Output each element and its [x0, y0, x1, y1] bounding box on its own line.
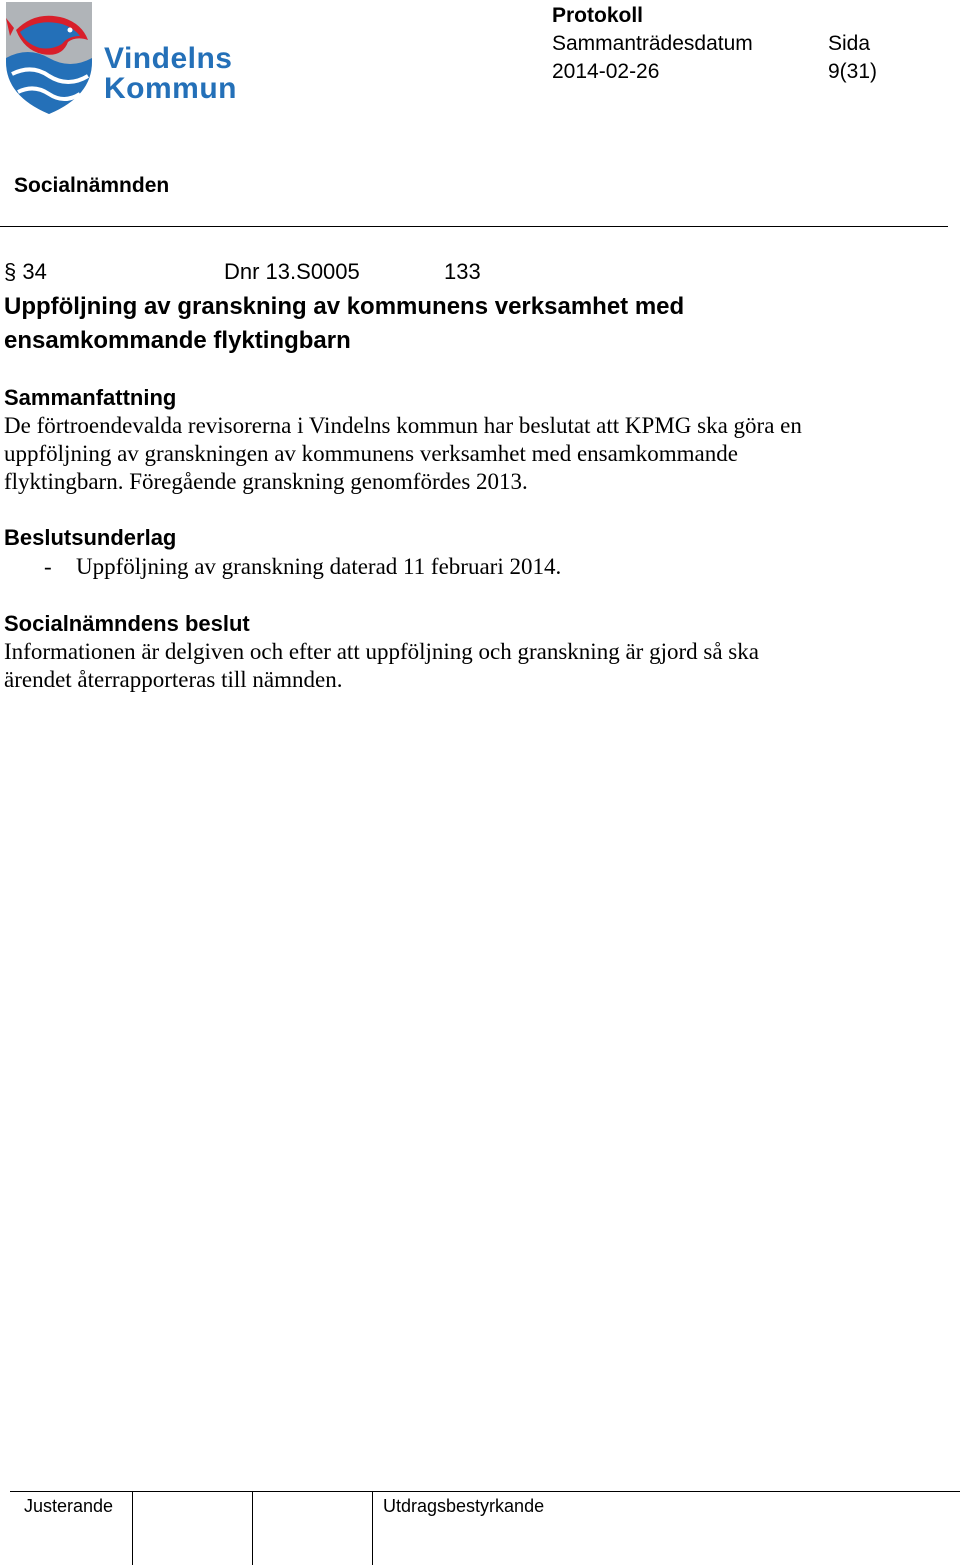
summary-heading: Sammanfattning	[4, 385, 177, 410]
summary-text: De förtroendevalda revisorerna i Vindelns kommun har beslutat att KPMG ska göra en uppföljning av granskningen av kommunens verksamhet med ensamkommande flyktingbarn. Föregående granskning genomfördes 2013.	[4, 413, 802, 494]
decision-heading: Socialnämndens beslut	[4, 611, 250, 636]
logo-wordmark	[104, 44, 237, 104]
diary-number: Dnr 13.S0005	[224, 259, 360, 284]
footer-divider	[372, 1492, 373, 1565]
salmon-shield-icon	[2, 0, 98, 116]
basis-list-item	[44, 553, 864, 581]
basis-item-text: Uppföljning av granskning daterad 11 februari 2014.	[76, 554, 562, 579]
footer-divider	[132, 1492, 133, 1565]
document-type: Protokoll	[552, 4, 644, 27]
decision-text: Informationen är delgiven och efter att uppföljning och granskning är gjord så ska ärendet återrapporteras till nämnden.	[4, 639, 759, 692]
page-label: Sida	[828, 32, 871, 55]
page-number: 9(31)	[828, 60, 878, 83]
case-number: 133	[444, 259, 481, 284]
adjusting-label: Justerande	[24, 1496, 114, 1516]
municipality-logo	[2, 0, 242, 116]
footer-divider	[252, 1492, 253, 1565]
extract-certifying-label: Utdragsbestyrkande	[383, 1496, 545, 1516]
logo-line-1: Vindelns	[104, 42, 233, 75]
meeting-date: 2014-02-26	[552, 60, 660, 83]
header-divider	[0, 226, 948, 227]
committee-name: Socialnämnden	[14, 174, 170, 197]
item-title: Uppföljning av granskning av kommunens verksamhet med ensamkommande flyktingbarn	[4, 293, 685, 354]
meeting-date-label: Sammanträdesdatum	[552, 32, 753, 55]
logo-line-2: Kommun	[104, 72, 237, 105]
paragraph-number: § 34	[4, 259, 47, 284]
signature-footer	[10, 1491, 960, 1565]
basis-heading: Beslutsunderlag	[4, 525, 177, 550]
list-dash: -	[44, 554, 52, 579]
